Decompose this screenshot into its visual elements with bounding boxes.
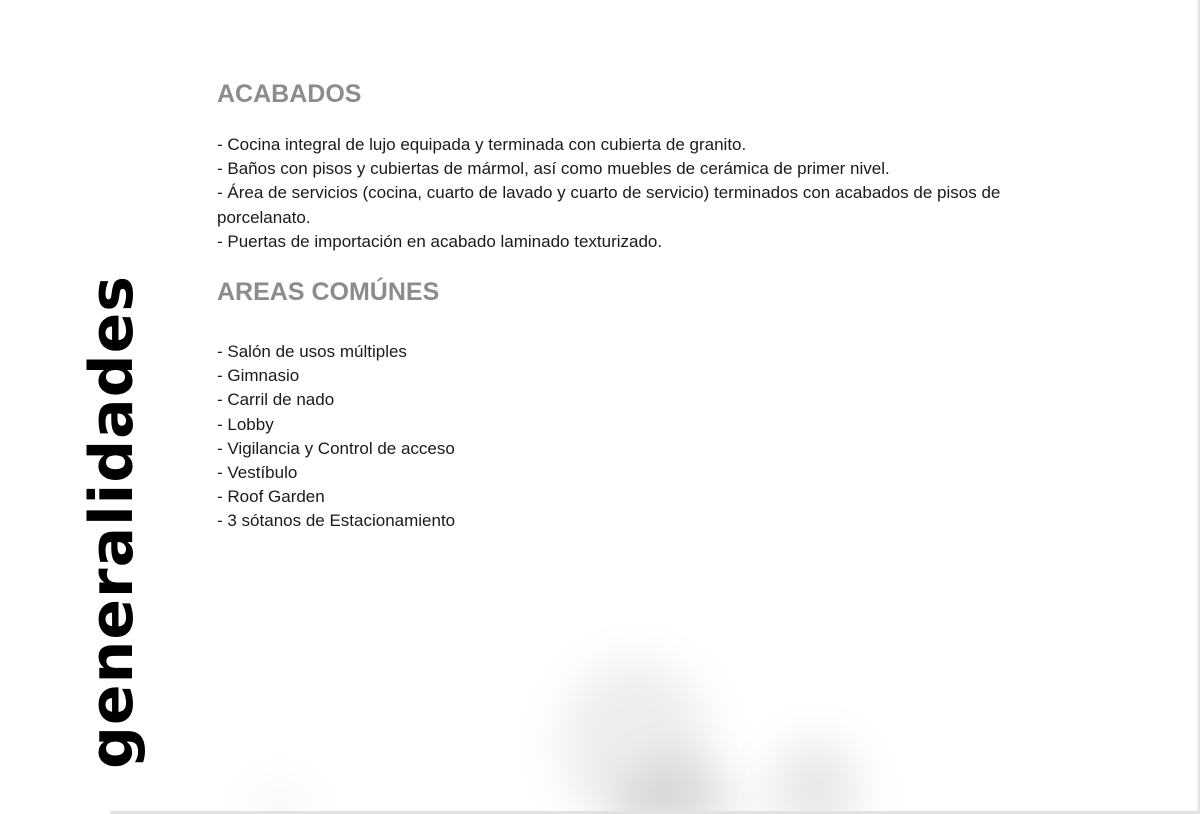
list-item: - Lobby (217, 414, 274, 434)
list-item: - Puertas de importación en acabado laminado texturizado. (217, 231, 663, 251)
section-heading-acabados: ACABADOS (217, 80, 362, 108)
vertical-side-title: generalidades (77, 274, 147, 770)
list-item: - Cocina integral de lujo equipada y terminada con cubierta de granito. (217, 135, 747, 154)
list-item: - Carril de nado (217, 390, 335, 410)
acabados-list (217, 133, 1097, 254)
shadow-decoration (770, 740, 860, 814)
list-item: - Salón de usos múltiples (217, 342, 407, 362)
list-item: - Gimnasio (217, 366, 300, 386)
list-item: - Baños con pisos y cubiertas de mármol, así como muebles de cerámica de primer nivel. (217, 159, 890, 179)
areas-comunes-list (217, 340, 1097, 534)
content-area (217, 78, 1097, 534)
list-item: - Roof Garden (217, 487, 325, 507)
list-item: - Vigilancia y Control de acceso (217, 438, 455, 458)
list-item: - Área de servicios (cocina, cuarto de lavado y cuarto de servicio) terminados con acabados de pisos de porcelanato. (217, 183, 1001, 227)
list-item: - 3 sótanos de Estacionamiento (217, 511, 456, 531)
list-item: - Vestíbulo (217, 463, 298, 483)
section-heading-areas-comunes: AREAS COMÚNES (217, 278, 440, 307)
